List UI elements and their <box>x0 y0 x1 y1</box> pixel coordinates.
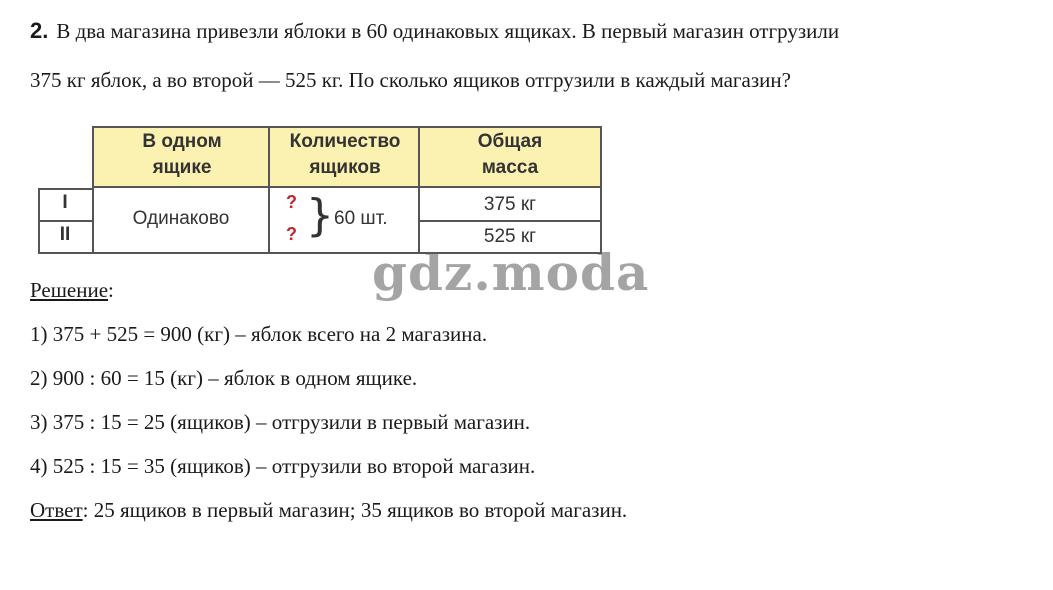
mass-value-2: 525 кг <box>483 226 537 247</box>
per-box-value: Одинаково <box>132 208 230 229</box>
answer-text: : 25 ящиков в первый магазин; 35 ящиков во второй магазин. <box>82 498 628 522</box>
grid-line <box>268 126 270 254</box>
box-count-value: 60 шт. <box>334 208 388 229</box>
solution-step-4: 4) 525 : 15 = 35 (ящиков) – отгрузили во второй магазин. <box>30 454 536 478</box>
grid-line <box>38 220 94 222</box>
header-total-mass: Общая масса <box>477 131 543 178</box>
answer-label: Ответ <box>30 498 83 522</box>
header-per-box: В одном ящике <box>142 131 222 178</box>
data-table <box>38 126 602 254</box>
problem-number: 2. <box>30 18 49 43</box>
question-mark-2: ? <box>286 224 297 244</box>
header-box-count: Количество ящиков <box>289 131 401 178</box>
solution-step-1: 1) 375 + 525 = 900 (кг) – яблок всего на 2 магазина. <box>30 322 488 346</box>
mass-value-1: 375 кг <box>483 194 537 215</box>
solution-step-3: 3) 375 : 15 = 25 (ящиков) – отгрузили в первый магазин. <box>30 410 531 434</box>
grid-line <box>418 220 602 222</box>
row-label-1: I <box>62 192 68 213</box>
problem-line-1 <box>30 18 839 44</box>
problem-text-2: 375 кг яблок, а во второй — 525 кг. По сколько ящиков отгрузили в каждый магазин? <box>30 68 791 92</box>
watermark-logo: gdz.moda <box>372 243 650 302</box>
row-label-2: II <box>59 224 71 245</box>
problem-text-1: В два магазина привезли яблоки в 60 одинаковых ящиках. В первый магазин отгрузили <box>56 19 840 43</box>
grid-line <box>38 188 94 190</box>
solution-title-suffix: : <box>108 278 114 302</box>
brace-icon: } <box>306 190 334 241</box>
answer-line <box>30 498 627 523</box>
solution-title: Решение <box>30 278 109 302</box>
solution-step-2: 2) 900 : 60 = 15 (кг) – яблок в одном ящике. <box>30 366 418 390</box>
question-mark-1: ? <box>286 192 297 212</box>
solution-heading <box>30 278 114 303</box>
